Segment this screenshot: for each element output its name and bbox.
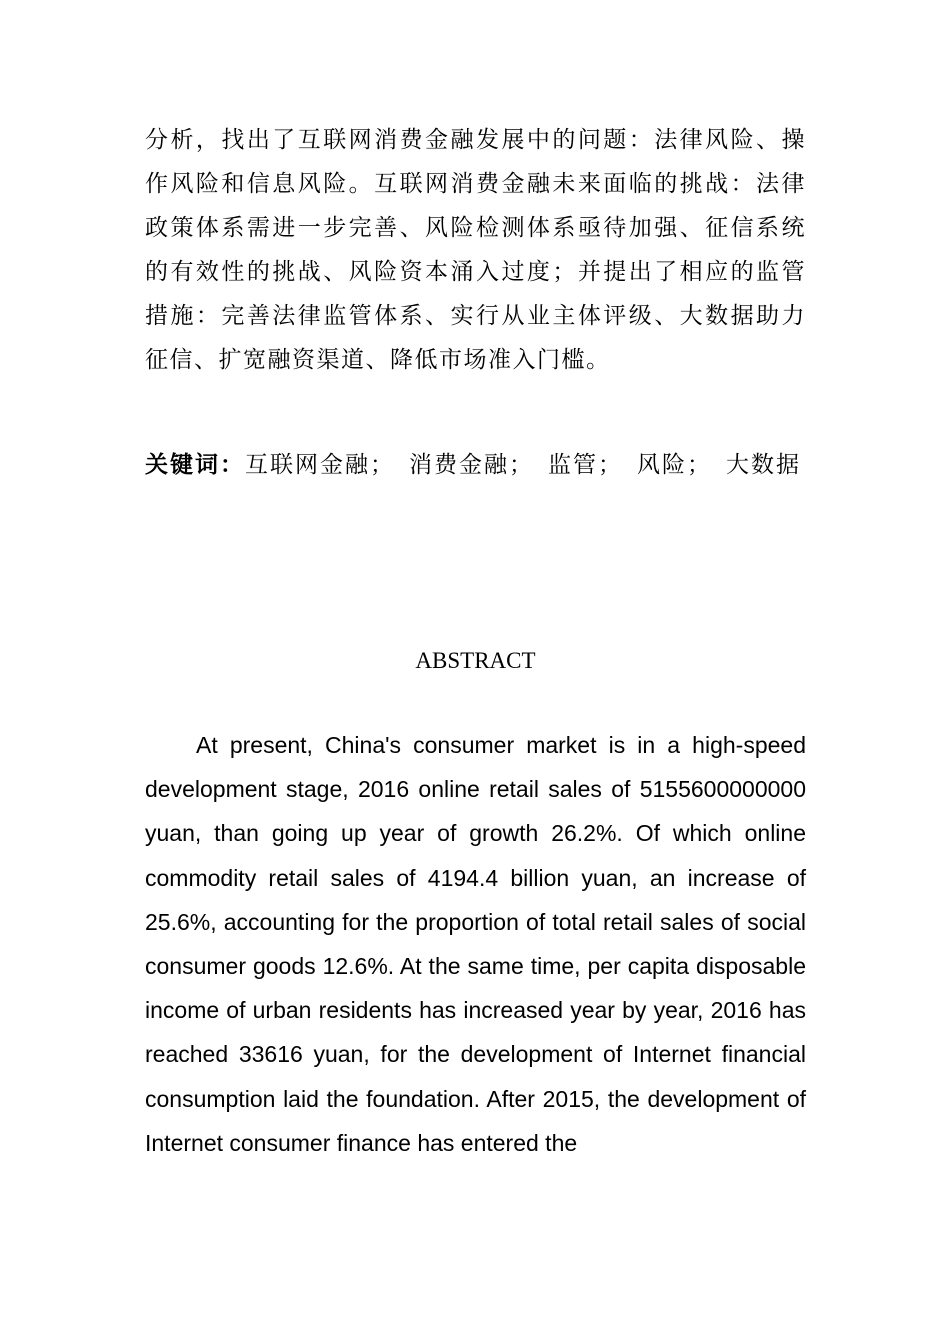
keyword-item: 大数据 — [726, 452, 801, 478]
chinese-abstract-paragraph: 分析，找出了互联网消费金融发展中的问题：法律风险、操作风险和信息风险。互联网消费金融未来面临的挑战：法律政策体系需进一步完善、风险检测体系亟待加强、征信系统的有效性的挑战、风险资本涌入过度；并提出了相应的监管措施：完善法律监管体系、实行从业主体评级、大数据助力征信、扩宽融资渠道、降低市场准入门槛。 — [145, 127, 806, 373]
abstract-heading: ABSTRACT — [415, 648, 536, 673]
english-abstract-paragraph: At present, China's consumer market is in a high-speed development stage, 2016 online retail sales of 5155600000000 yuan, than going up year of growth 26.2%. Of which online commodity retail sales of 4194.4 billion yuan, an increase of 25.6%, accounting for the proportion of total retail sales of social consumer goods 12.6%. At the same time, per capita disposable income of urban residents has increased year by year, 2016 has reached 33616 yuan, for the development of Internet financial consumption laid the foundation. After 2015, the development of Internet consumer finance has entered the — [145, 732, 806, 1156]
keyword-item: 风险； — [637, 452, 712, 478]
keywords-line — [145, 440, 806, 490]
keyword-item: 消费金融； — [409, 452, 534, 478]
keywords-label: 关键词： — [145, 452, 245, 478]
keyword-item: 互联网金融； — [245, 452, 395, 478]
keyword-item: 监管； — [548, 452, 623, 478]
